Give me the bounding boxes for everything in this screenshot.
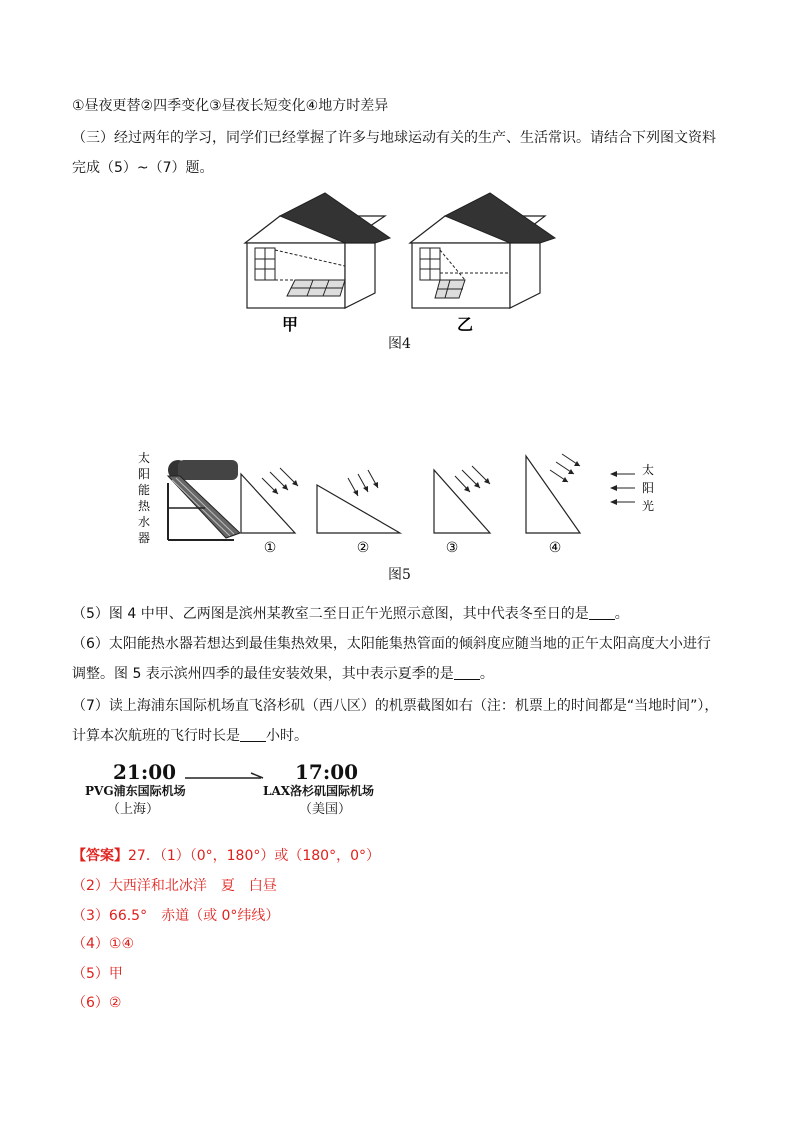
marker-3: ③ bbox=[445, 540, 459, 556]
flight-ticket bbox=[85, 760, 405, 822]
figure-5 bbox=[130, 448, 670, 563]
section-three-intro: （三）经过两年的学习，同学们已经掌握了许多与地球运动有关的生产、生活常识。请结合下列图文资料 bbox=[72, 130, 716, 146]
answer-4: （4）①④ bbox=[72, 936, 135, 952]
question-6-cont: 调整。图 5 表示滨州四季的最佳安装效果，其中表示夏季的是 。 bbox=[72, 666, 494, 682]
svg-text:热: 热 bbox=[138, 499, 151, 513]
departure-airport: PVG浦东国际机场 bbox=[85, 784, 186, 798]
answer-blank bbox=[589, 605, 615, 620]
sunlight-label bbox=[642, 462, 654, 513]
marker-1: ① bbox=[263, 540, 277, 556]
triangle-3 bbox=[434, 466, 490, 533]
departure-time: 21:00 bbox=[113, 760, 177, 784]
answer-2: （2）大西洋和北冰洋 夏 白昼 bbox=[72, 878, 277, 894]
arrival-airport: LAX洛杉矶国际机场 bbox=[263, 784, 375, 798]
heater-label bbox=[138, 450, 151, 545]
sunlight-arrows bbox=[610, 471, 635, 505]
arrival-time: 17:00 bbox=[295, 760, 359, 784]
figure-4-label-yi: 乙 bbox=[456, 315, 474, 334]
marker-2: ② bbox=[356, 540, 370, 556]
solar-heater-illustration bbox=[168, 460, 240, 540]
triangle-1 bbox=[241, 468, 298, 533]
svg-text:太: 太 bbox=[642, 463, 655, 477]
answer-blank bbox=[454, 665, 480, 680]
figure-5-caption: 图5 bbox=[388, 567, 411, 583]
triangle-2 bbox=[317, 470, 400, 533]
answer-5: （5）甲 bbox=[72, 966, 123, 982]
section-three-intro-cont: 完成（5）~（7）题。 bbox=[72, 160, 214, 176]
departure-city: （上海） bbox=[107, 802, 160, 817]
triangle-4 bbox=[526, 454, 580, 533]
flight-arrow bbox=[185, 772, 265, 782]
svg-text:阳: 阳 bbox=[642, 481, 655, 495]
svg-text:能: 能 bbox=[138, 483, 151, 497]
answer-blank bbox=[240, 727, 266, 742]
arrival-city: （美国） bbox=[299, 802, 352, 817]
house-jia bbox=[245, 193, 390, 308]
question-6: （6）太阳能热水器若想达到最佳集热效果，太阳能集热管面的倾斜度应随当地的正午太阳高度大小进行 bbox=[72, 636, 711, 652]
figure-4-label-jia: 甲 bbox=[281, 315, 299, 334]
marker-4: ④ bbox=[548, 540, 562, 556]
svg-text:光: 光 bbox=[642, 499, 655, 513]
options-line: ①昼夜更替②四季变化③昼夜长短变化④地方时差异 bbox=[72, 98, 389, 114]
house-yi bbox=[410, 193, 555, 308]
figure-4 bbox=[235, 188, 565, 348]
question-7-cont: 计算本次航班的飞行时长是 小时。 bbox=[72, 728, 308, 744]
svg-text:水: 水 bbox=[138, 515, 151, 529]
question-5: （5）图 4 中甲、乙两图是滨州某教室二至日正午光照示意图，其中代表冬至日的是 。 bbox=[72, 606, 629, 622]
svg-text:太: 太 bbox=[138, 451, 151, 465]
answer-6: （6）② bbox=[72, 995, 122, 1011]
figure-4-caption: 图4 bbox=[388, 336, 411, 352]
answer-3: （3）66.5° 赤道（或 0°纬线） bbox=[72, 908, 280, 924]
svg-text:阳: 阳 bbox=[138, 467, 151, 481]
question-7: （7）读上海浦东国际机场直飞洛杉矶（西八区）的机票截图如右（注：机票上的时间都是“当地时间”）， bbox=[72, 698, 719, 714]
answer-1: 【答案】27．（1）（0°，180°）或（180°，0°） bbox=[72, 848, 380, 864]
answer-head: 【答案】 bbox=[72, 848, 128, 864]
svg-text:器: 器 bbox=[138, 531, 151, 545]
